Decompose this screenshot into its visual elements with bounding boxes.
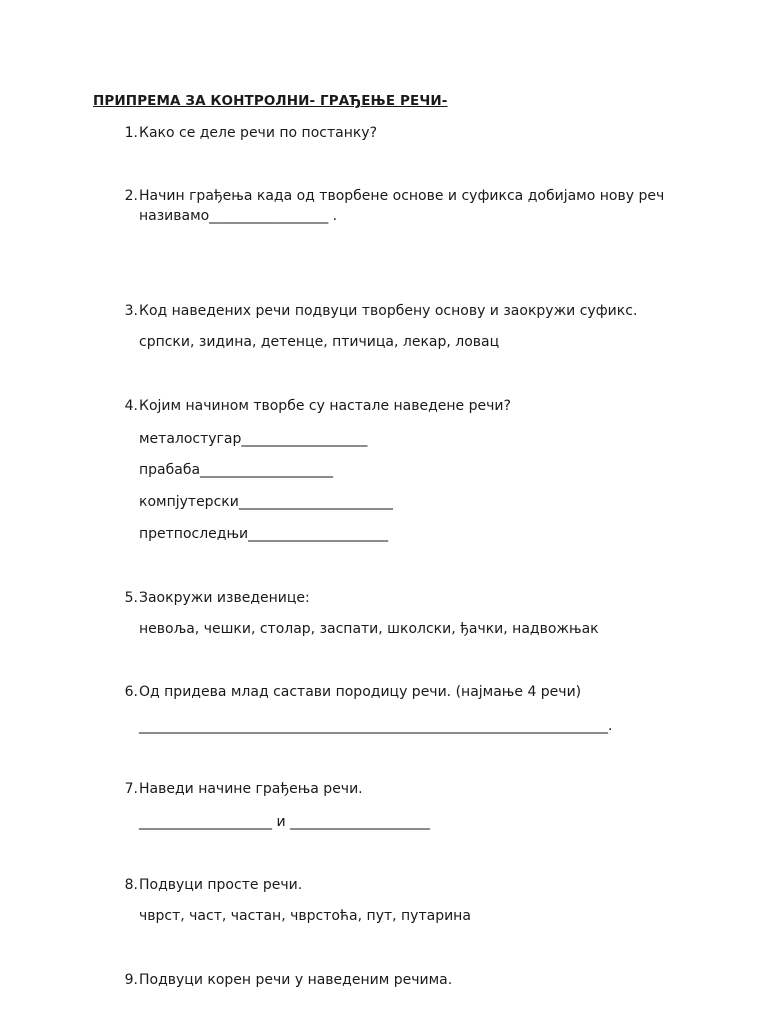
question-text: Код наведених речи подвуци творбену основу и заокружи суфикс. <box>139 303 638 319</box>
question-number: 7. <box>124 781 138 797</box>
question-number: 8. <box>124 877 138 893</box>
question-text: Од придева млад састави породицу речи. (најмање 4 речи) <box>139 684 582 700</box>
question-number: 9. <box>124 972 138 988</box>
question-number: 6. <box>124 684 138 700</box>
q8-word-list: чврст, част, частан, чврстоћа, пут, путарина <box>139 908 471 924</box>
question-text: Подвуци корен речи у наведеним речима. <box>139 972 453 988</box>
question-8 <box>116 875 696 895</box>
page-title: ПРИПРЕМА ЗА КОНТРОЛНИ- ГРАЂЕЊЕ РЕЧИ- <box>93 93 448 109</box>
question-text: Наведи начине грађења речи. <box>139 781 363 797</box>
question-number: 5. <box>124 590 138 606</box>
question-1 <box>116 123 696 143</box>
question-5 <box>116 588 696 608</box>
q4-item-4: претпоследњи____________________ <box>139 526 389 542</box>
q4-item-2: прабаба___________________ <box>139 462 334 478</box>
question-4 <box>116 396 696 416</box>
question-3 <box>116 301 696 321</box>
question-text: Заокружи изведенице: <box>139 590 310 606</box>
q4-item-3: компјутерски______________________ <box>139 494 393 510</box>
q4-item-1: металостугар__________________ <box>139 431 368 447</box>
question-number: 1. <box>124 125 138 141</box>
q5-word-list: невоља, чешки, столар, заспати, школски, ђачки, надвожњак <box>139 621 599 637</box>
q3-word-list: српски, зидина, детенце, птичица, лекар, ловац <box>139 334 500 350</box>
question-text: Како се деле речи по постанку? <box>139 125 378 141</box>
question-9 <box>116 970 696 990</box>
q6-answer-line: ___________________________________________________________________. <box>139 718 613 734</box>
question-text: Начин грађења када од творбене основе и суфикса добијамо нову реч називамо_________________ . <box>139 188 665 224</box>
question-7 <box>116 779 696 799</box>
question-2 <box>116 186 686 226</box>
question-number: 3. <box>124 303 138 319</box>
question-6 <box>116 682 696 702</box>
q7-answer-line: ___________________ и ____________________ <box>139 814 430 830</box>
question-number: 2. <box>124 188 138 204</box>
question-text: Подвуци просте речи. <box>139 877 303 893</box>
question-number: 4. <box>124 398 138 414</box>
question-text: Којим начином творбе су настале наведене речи? <box>139 398 511 414</box>
